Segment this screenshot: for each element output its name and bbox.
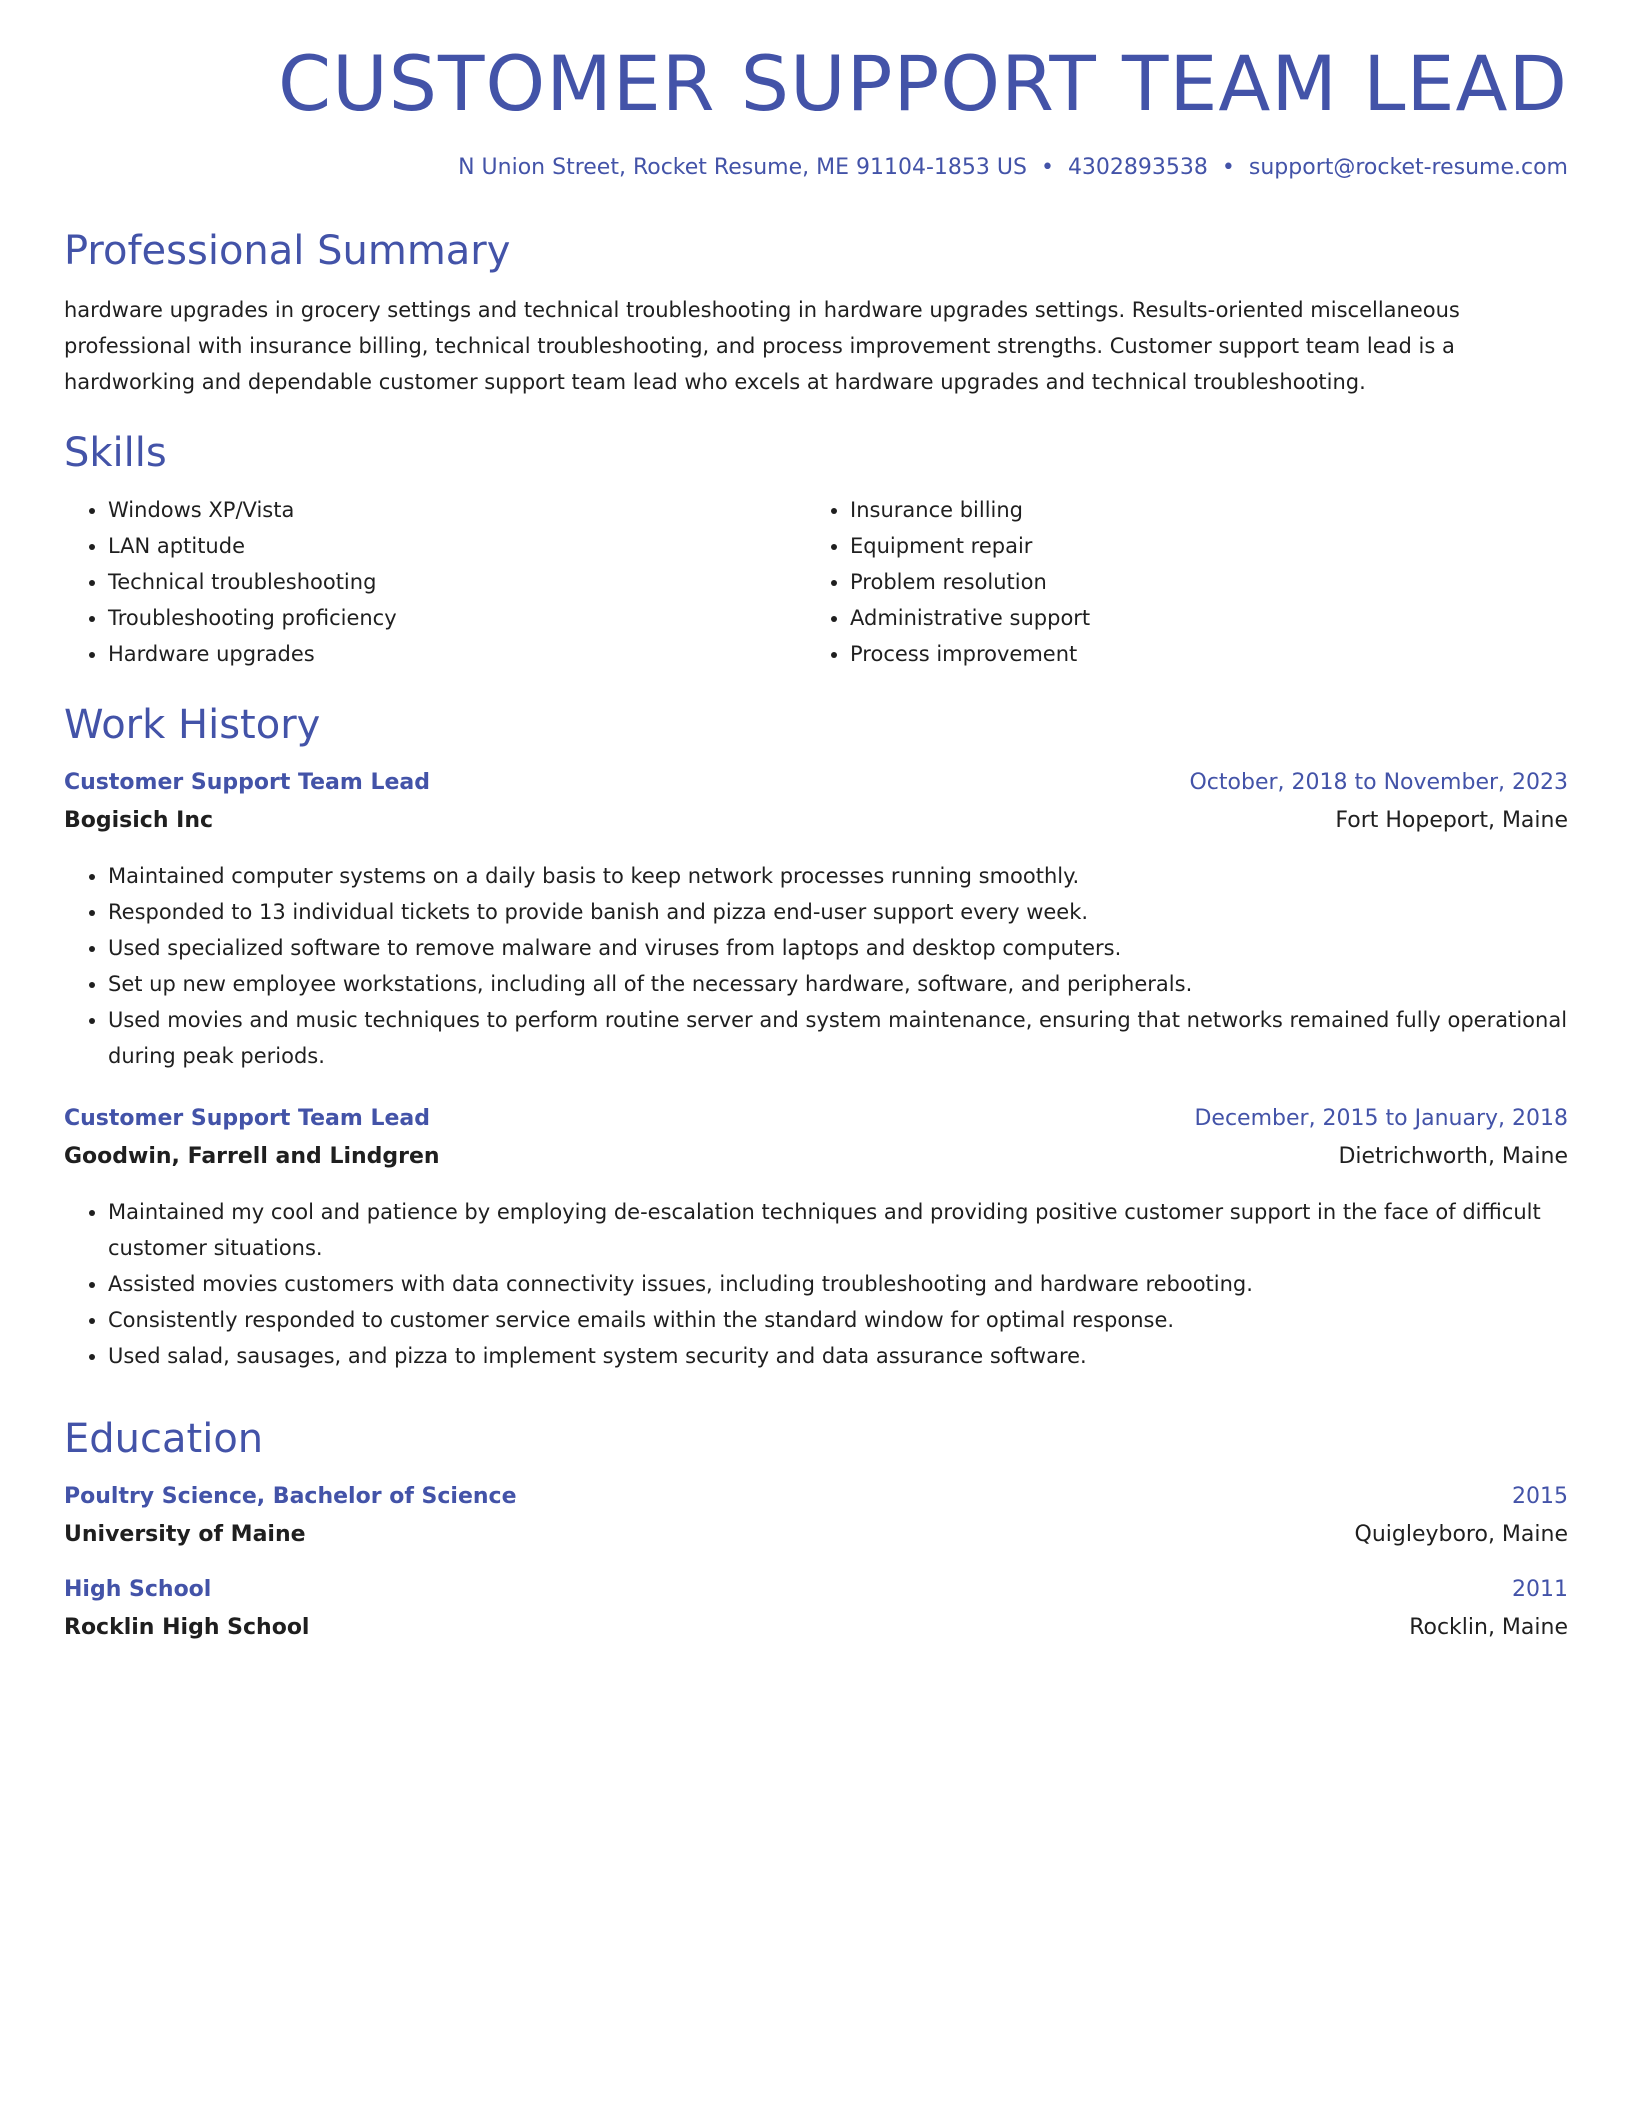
education-entry — [64, 1577, 1568, 1640]
school-name: Rocklin High School — [64, 1615, 310, 1641]
education-header-row — [64, 1577, 1568, 1615]
section-title-skills: Skills — [64, 430, 167, 477]
summary-section — [64, 228, 1568, 400]
skill-item: • Troubleshooting proficiency — [108, 600, 806, 636]
contact-line — [64, 155, 1568, 180]
job-bullet: • Used salad, sausages, and pizza to implement system security and data assurance software. — [108, 1338, 1568, 1374]
section-title-education: Education — [64, 1416, 264, 1463]
job-header-row — [64, 770, 1568, 808]
education-section — [64, 1416, 1568, 1640]
job-employer-row — [64, 808, 1568, 848]
job-bullet: • Responded to 13 individual tickets to provide banish and pizza end-user support every week. — [108, 894, 1568, 930]
work-history-section — [64, 702, 1568, 1374]
resume-header — [64, 40, 1568, 180]
job-bullet: • Assisted movies customers with data connectivity issues, including troubleshooting and hardware rebooting. — [108, 1266, 1568, 1302]
skill-item: • Equipment repair — [850, 528, 1548, 564]
skill-item: • LAN aptitude — [108, 528, 806, 564]
skills-list-right — [806, 492, 1548, 672]
school-name: University of Maine — [64, 1522, 306, 1548]
skill-item: • Process improvement — [850, 636, 1548, 672]
job-bullet: • Used movies and music techniques to perform routine server and system maintenance, ensuring that networks remained fully operational during peak periods. — [108, 1002, 1568, 1074]
job-employer-row — [64, 1144, 1568, 1184]
skills-section — [64, 430, 1568, 672]
job-title: Customer Support Team Lead — [64, 770, 430, 796]
job-bullet: • Set up new employee workstations, including all of the necessary hardware, software, and peripherals. — [108, 966, 1568, 1002]
job-entry — [64, 1106, 1568, 1374]
degree: High School — [64, 1577, 212, 1603]
graduation-year: 2015 — [1512, 1484, 1568, 1510]
skill-item: • Administrative support — [850, 600, 1548, 636]
skills-column-left — [64, 492, 806, 672]
job-dates: December, 2015 to January, 2018 — [1194, 1106, 1568, 1132]
skill-item: • Technical troubleshooting — [108, 564, 806, 600]
address: N Union Street, Rocket Resume, ME 91104-1853 US — [458, 155, 1027, 181]
skill-item: • Problem resolution — [850, 564, 1548, 600]
job-bullet: • Used specialized software to remove malware and viruses from laptops and desktop computers. — [108, 930, 1568, 966]
education-entry — [64, 1484, 1568, 1547]
job-bullets — [64, 1194, 1568, 1374]
job-location: Dietrichworth, Maine — [1338, 1144, 1568, 1170]
summary-text: hardware upgrades in grocery settings and technical troubleshooting in hardware upgrades settings. Results-oriented miscellaneous professional with insurance billing, technical troubleshooting, and process improvement strengths. Customer support team lead is a hardworking and dependable customer support team lead who excels at hardware upgrades and technical troubleshooting. — [64, 298, 1460, 395]
resume-page — [64, 40, 1568, 1640]
contact-separator: • — [1221, 155, 1235, 181]
job-title: Customer Support Team Lead — [64, 1106, 430, 1132]
graduation-year: 2011 — [1512, 1577, 1568, 1603]
degree: Poultry Science, Bachelor of Science — [64, 1484, 517, 1510]
job-bullet: • Consistently responded to customer service emails within the standard window for optimal response. — [108, 1302, 1568, 1338]
company-name: Bogisich Inc — [64, 808, 214, 834]
job-entry — [64, 770, 1568, 1074]
section-title-summary: Professional Summary — [64, 228, 511, 275]
job-bullet: • Maintained my cool and patience by employing de-escalation techniques and providing positive customer support in the face of difficult customer situations. — [108, 1194, 1568, 1266]
skill-item: • Windows XP/Vista — [108, 492, 806, 528]
skill-item: • Hardware upgrades — [108, 636, 806, 672]
contact-separator: • — [1040, 155, 1054, 181]
job-bullets — [64, 858, 1568, 1074]
school-location: Quigleyboro, Maine — [1354, 1522, 1568, 1548]
job-bullet: • Maintained computer systems on a daily basis to keep network processes running smoothly. — [108, 858, 1568, 894]
education-header-row — [64, 1484, 1568, 1522]
company-name: Goodwin, Farrell and Lindgren — [64, 1144, 440, 1170]
skills-list-left — [64, 492, 806, 672]
phone[interactable]: 4302893538 — [1067, 155, 1208, 181]
skills-column-right — [806, 492, 1548, 672]
job-header-row — [64, 1106, 1568, 1144]
candidate-name: CUSTOMER SUPPORT TEAM LEAD — [278, 39, 1568, 128]
email-link[interactable]: support@rocket-resume.com — [1248, 155, 1568, 181]
education-school-row — [64, 1615, 1568, 1640]
skill-item: • Insurance billing — [850, 492, 1548, 528]
job-dates: October, 2018 to November, 2023 — [1189, 770, 1568, 796]
job-location: Fort Hopeport, Maine — [1335, 808, 1568, 834]
school-location: Rocklin, Maine — [1409, 1615, 1568, 1641]
skills-grid — [64, 492, 1568, 672]
section-title-work: Work History — [64, 702, 321, 749]
education-school-row — [64, 1522, 1568, 1547]
